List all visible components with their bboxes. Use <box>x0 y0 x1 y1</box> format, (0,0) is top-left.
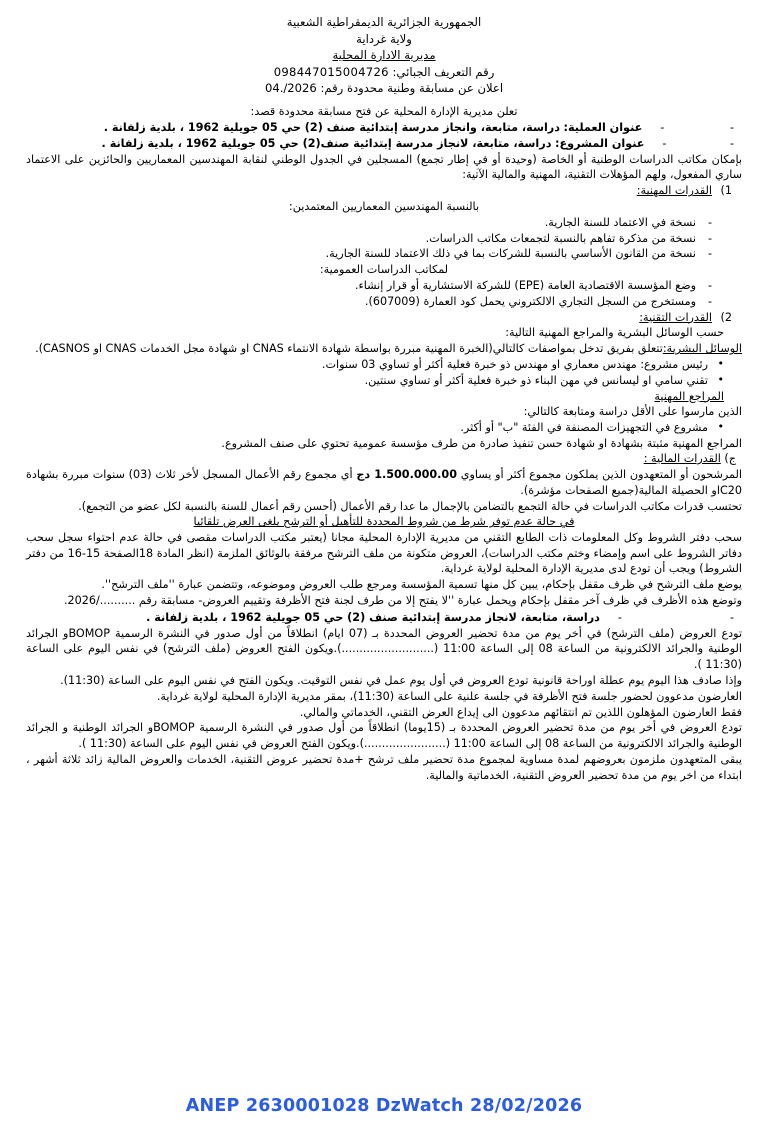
financial-capacity-paragraph <box>26 467 742 499</box>
tax-id-label: رقم التعريف الجبائي: <box>392 64 495 79</box>
project-title-label: عنوان المشروع: <box>555 136 645 150</box>
disqualification-note: في حالة عدم توفر شرط من شروط المحددة للتأهيل أو الترشح يلغى العرض تلقائيا <box>193 515 575 529</box>
envelope-outer-paragraph: وتوضع هذه الأظرف في ظرف آخر مقفل بإحكام ويحمل عبارة ''لا يفتح إلا من طرف لجنة فتح الأظرفة وتقييم العروض- مسابقة رقم ........../2026. <box>63 594 742 608</box>
section-3-heading <box>26 451 742 467</box>
intro-bullet-list <box>26 120 742 152</box>
offer-validity-paragraph: يبقى المتعهدون ملزمون بعروضهم لمدة مساوية لمجموع مدة تحضير ملف ترشح +مدة تحضير عروض التقنية، الخدمات والعروض المالية زائد ثلاثة أشهر ، ابتداء من اخر يوم من مدة تحضير العروض التقنية، الخدماتية والمالية. <box>26 753 742 782</box>
section-3-title: القدرات المالية : <box>643 452 721 466</box>
list-item: - وضع المؤسسة الاقتصادية العامة (EPE) للشركة الاستشارية أو قرار إنشاء. <box>26 278 742 294</box>
deposit-phase1-paragraph: تودع العروض (ملف الترشح) في أخر يوم من مدة تحضير العروض المحددة بـ (07 ايام) انطلاقاً من أول صدور في النشرة الرسمية BOMOPو الجرائد الوطنية والجرائد الالكترونية من الساعة 08 إلى الساعة 11:00 (..........................).ويكون الفتح العروض (ملف الترشح) في نفس اليوم على الساعة (11:30 ). <box>26 626 743 672</box>
section-3-number: ج) <box>724 452 736 466</box>
announcement-number: اعلان عن مسابقة وطنية محدودة رقم: 2026/.04 <box>264 81 504 95</box>
minimum-turnover-amount: 1.500.000.00 دج <box>356 468 457 482</box>
public-offices-intro: لمكاتب الدراسات العمومية: <box>319 263 449 277</box>
public-session-paragraph: العارضون مدعوون لحضور جلسة فتح الأظرفة في جلسة علنية على الساعة (11:30)، بمقر مديرية الإدارة المحلية لولاية غرداية. <box>156 689 742 703</box>
footer-banner <box>0 1096 768 1116</box>
eligibility-paragraph: بإمكان مكاتب الدراسات الوطنية أو الخاصة (وحيدة أو في إطار تجمع) المسجلين في الجدول الوطني لنقابة المهندسين المعماريين والحائزين على الاعتماد ساري المفعول، ولهم المؤهلات التقنية، المهنية والمالية الآتية: <box>26 152 742 182</box>
tax-id-value: 098447015004726 <box>273 64 389 79</box>
wilaya-title: ولاية غرداية <box>356 31 412 46</box>
list-item: - نسخة من مذكرة تفاهم بالنسبة لتجمعات مكاتب الدراسات. <box>26 231 742 247</box>
dash-marker: - <box>660 121 665 135</box>
project-title-repeat-list <box>26 610 742 626</box>
list-item: - نسخة من القانون الأساسي بالنسبة للشركات بما في ذلك الاعتماد للسنة الجارية. <box>26 246 742 262</box>
group-calculation-note: تحتسب قدرات مكاتب الدراسات في حالة التجمع بالتضامن بالإجمال ما عدا رقم الأعمال (أحسن رقم أعمال للسنة بالنسبة لكل عضو من التجمع). <box>78 499 742 513</box>
amount-text-after: أي مجموع رقم الأعمال المسجل لأخر ثلاث (03) سنوات مبررة بشهادة C20او الحصيلة المالية(جميع الصفحات مؤشرة). <box>26 468 742 497</box>
section-2 <box>26 310 742 326</box>
section-1-heading <box>26 183 742 199</box>
list-item: - ومستخرج من السجل التجاري الالكتروني يحمل كود العمارة (607009). <box>26 294 742 310</box>
republic-title: الجمهورية الجزائرية الديمقراطية الشعبية <box>286 15 482 29</box>
document-header <box>26 14 742 97</box>
professional-refs-label: المراجع المهنية <box>654 389 724 403</box>
operation-title-text: دراسة، متابعة، وانجاز مدرسة إبتدائية صنف (2) حي 05 جويلية 1962 ، بلدية زلفانة . <box>103 121 560 135</box>
architects-requirements-list <box>26 215 742 262</box>
tax-id-row <box>26 64 742 81</box>
human-resources-list <box>26 357 742 389</box>
professional-refs-list <box>26 420 742 436</box>
section-1-number: 1) <box>720 184 732 198</box>
project-title-repeat: دراسة، متابعة، لانجاز مدرسة إبتدائية صنف (2) حي 05 جويلية 1962 ، بلدية زلفانة . <box>146 610 600 624</box>
list-item: - نسخة في الاعتماد للسنة الجارية. <box>26 215 742 231</box>
list-item <box>26 136 742 152</box>
anep-reference: ANEP 2630001028 DzWatch 28/02/2026 <box>185 1096 583 1116</box>
list-item <box>26 610 742 626</box>
professional-refs-heading <box>26 389 742 405</box>
section-1-title: القدرات المهنية: <box>636 184 712 198</box>
qualified-bidders-paragraph: فقط العارضون المؤهلون اللذين تم انتقائهم مدعوون الى إيداع العرض التقني، الخدماتي والمالي. <box>299 705 742 719</box>
list-item: • رئيس مشروع: مهندس معماري او مهندس ذو خبرة فعلية أكثر أو تساوي 03 سنوات. <box>26 357 742 373</box>
human-resources-label: الوسائل البشرية: <box>662 342 742 356</box>
project-title-text: دراسة، متابعة، لانجاز مدرسة إبتدائية صنف(2) حي 05 جويلية 1962 ، بلدية زلفانة . <box>101 136 552 150</box>
list-item: • مشروع في التجهيزات المصنفة في الفئة "ب" أو أكثر. <box>26 420 742 436</box>
human-resources-text: تتعلق بفريق تدخل بمواصفات كالتالي(الخبرة المهنية مبررة بواسطة شهادة الانتماء CNAS او شهادة مجل الخدمات CNAS او CASNOS). <box>35 342 663 356</box>
envelope-inner-paragraph: يوضع ملف الترشح في ظرف مقفل بإحكام، يبين كل منها تسمية المؤسسة ومرجع طلب العروض وموضوعه، وتتضمن عبارة ''ملف الترشح''. <box>101 578 742 592</box>
withdrawal-procedure-paragraph: سحب دفتر الشروط وكل المعلومات ذات الطابع التقني من مديرية الإدارة المحلية مجانا (يعتبر مكتب الدراسات مقصى في حالة عدم احتواء سجل سحب دفاتر الشروط على اسم وإمضاء وختم مكتب الدراسات)، العروض متكونة من ملف الترشح مرفقة بالوثائق الملزمة (انظر المادة 18الصفحة 15-16 من دفتر الشروط) ويجب أن تودع لدى مديرية الإدارة المحلية لولاية غرداية. <box>26 530 742 576</box>
dash-marker: - <box>662 136 667 150</box>
professional-refs-note: المراجع المهنية مثبتة بشهادة او شهادة حسن تنفيذ صادرة من طرف مؤسسة عمومية تحتوي على صنف المشروع. <box>221 436 742 450</box>
human-resources-paragraph <box>26 341 742 357</box>
list-item <box>26 120 742 136</box>
holiday-rule-paragraph: وإذا صادف هذا اليوم يوم عطلة اوراحة قانونية تودع العروض في أول يوم عمل في نفس التوقيت. ويكون الفتح في نفس اليوم على الساعة (11:30). <box>60 674 742 688</box>
section-2-title: القدرات التقنية: <box>639 310 712 324</box>
section-2-number: 2) <box>720 310 732 324</box>
operation-title-label: عنوان العملية: <box>563 121 643 135</box>
public-offices-requirements-list <box>26 278 742 310</box>
deposit-phase2-paragraph: تودع العروض في أخر يوم من مدة تحضير العروض المحددة بـ (15يوما) انطلاقاً من أول صدور في النشرة الرسمية BOMOPو الجرائد الوطنية و الجرائد الوطنية والجرائد الالكترونية من الساعة 08 إلى الساعة 11:00 (.......................).ويكون الفتح العروض في نفس اليوم على الساعة (11:30 ). <box>26 721 743 751</box>
section-2-intro: حسب الوسائل البشرية والمراجع المهنية التالية: <box>505 326 724 340</box>
architects-intro: بالنسبة المهندسين المعماريين المعتمدين: <box>288 200 480 214</box>
amount-text-before: المرشحون أو المتعهدون الذين يملكون مجموع أكثر أو يساوي <box>460 468 742 482</box>
professional-refs-intro: الذين مارسوا على الأقل دراسة ومتابعة كالتالي: <box>523 405 742 419</box>
directorate-title: مديرية الادارة المحلية <box>332 48 436 62</box>
list-item: • تقني سامي او ليسانس في مهن البناء ذو خبرة فعلية أكثر أو تساوي سنتين. <box>26 373 742 389</box>
section-2-heading <box>26 310 742 326</box>
intro-opening: تعلن مديرية الإدارة المحلية عن فتح مسابقة محدودة قصد: <box>250 104 518 118</box>
dash-marker: - <box>617 610 622 624</box>
section-1 <box>26 183 742 199</box>
